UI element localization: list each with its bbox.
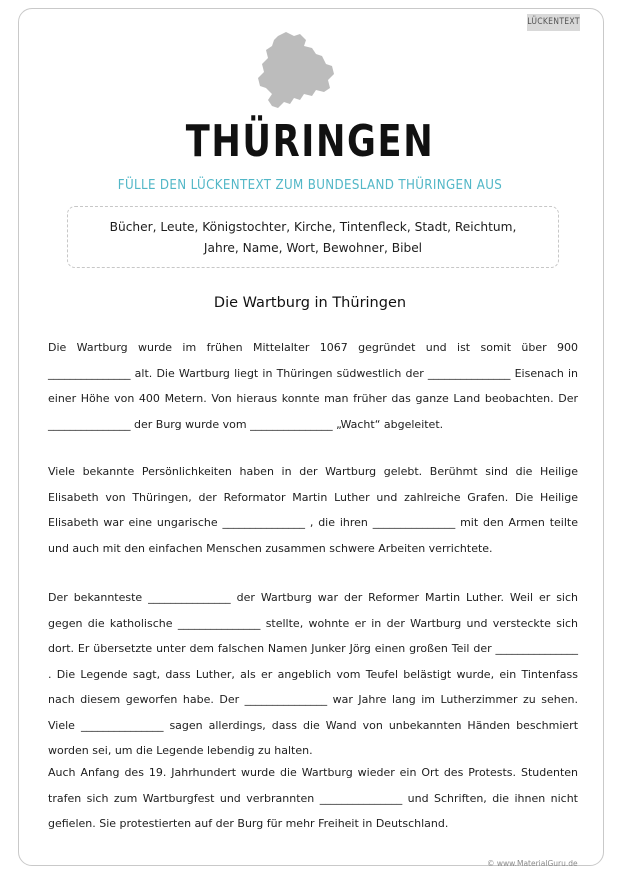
text-segment: alt. Die Wartburg liegt in Thüringen südwestlich der <box>134 366 424 380</box>
text-heading: Die Wartburg in Thüringen <box>213 295 407 311</box>
gap-blank-1[interactable]: _______________ <box>48 366 131 380</box>
gap-blank-4[interactable]: _______________ <box>250 417 333 431</box>
word-bank-line-2: Jahre, Name, Wort, Bewohner, Bibel <box>203 241 423 255</box>
text-segment: Eisenach in einer Höhe von 400 Metern. Von hieraus konnte man früher das ganze Land beobachten. Der <box>48 366 579 405</box>
text-segment: , die ihren <box>309 516 368 529</box>
text-segment: mit den Armen teilte und auch mit den einfachen Menschen zusammen schwere Arbeiten verrichtete. <box>48 516 578 555</box>
gap-blank-3[interactable]: _______________ <box>48 417 131 431</box>
text-segment: und Schriften, die ihnen nicht gefielen. Sie protestierten auf der Burg für mehr Freiheit in Deutschland. <box>48 791 578 830</box>
text-segment: . Die Legende sagt, dass Luther, als er angeblich vom Teufel belästigt wurde, ein Tintenfass nach diesem geworfen habe. Der <box>48 667 578 706</box>
text-segment: war Jahre lang im Lutherzimmer zu sehen. Viele <box>48 693 578 732</box>
text-segment: Auch Anfang des 19. Jahrhundert wurde die Wartburg wieder ein Ort des Protests. Studenten trafen sich zum Wartburgfest und verbrannten <box>48 766 578 805</box>
text-segment: Der bekannteste <box>48 591 143 604</box>
text-segment: Die Wartburg wurde im frühen Mittelalter 1067 gegründet und ist somit über 900 <box>48 341 578 354</box>
gap-blank-10[interactable]: _______________ <box>244 693 328 706</box>
word-bank-line-1: Bücher, Leute, Königstochter, Kirche, Tintenfleck, Stadt, Reichtum, <box>109 220 517 234</box>
text-segment: sagen allerdings, dass die Wand von unbekannten Händen beschmiert worden sei, um die Legende lebendig zu halten. <box>48 718 579 757</box>
paragraph-3 <box>48 585 578 764</box>
gap-blank-11[interactable]: _______________ <box>80 718 164 732</box>
thueringen-map-icon <box>256 30 336 114</box>
copyright-footer: © www.MaterialGuru.de <box>487 859 578 868</box>
worksheet-type-badge: LÜCKENTEXT <box>527 14 580 31</box>
page-title: THÜRINGEN <box>185 116 435 167</box>
page-subtitle: FÜLLE DEN LÜCKENTEXT ZUM BUNDESLAND THÜRINGEN AUS <box>117 177 503 193</box>
paragraph-1 <box>48 335 578 437</box>
word-bank <box>67 206 559 268</box>
gap-blank-12[interactable]: _______________ <box>319 791 403 805</box>
gap-blank-6[interactable]: _______________ <box>372 516 456 529</box>
paragraph-2 <box>48 459 578 561</box>
text-segment: der Wartburg war der Reformer Martin Luther. Weil er sich gegen die katholische <box>48 591 579 630</box>
text-segment: stellte, wohnte er in der Wartburg und versteckte sich dort. Er übersetzte unter dem falschen Namen Junker Jörg einen großen Teil der <box>48 616 579 655</box>
paragraph-4 <box>48 760 578 837</box>
gap-blank-5[interactable]: _______________ <box>222 516 306 529</box>
gap-blank-9[interactable]: _______________ <box>495 642 578 655</box>
gap-blank-8[interactable]: _______________ <box>177 616 261 630</box>
gap-blank-2[interactable]: _______________ <box>427 366 511 380</box>
text-segment: „Wacht“ abgeleitet. <box>336 417 444 431</box>
text-segment: Viele bekannte Persönlichkeiten haben in der Wartburg gelebt. Berühmt sind die Heilige Elisabeth von Thüringen, der Reformator Martin Luther und zahlreiche Grafen. Die Heilige Elisabeth war eine ungarische <box>48 465 578 529</box>
gap-blank-7[interactable]: _______________ <box>148 591 231 604</box>
text-segment: der Burg wurde vom <box>134 417 247 431</box>
